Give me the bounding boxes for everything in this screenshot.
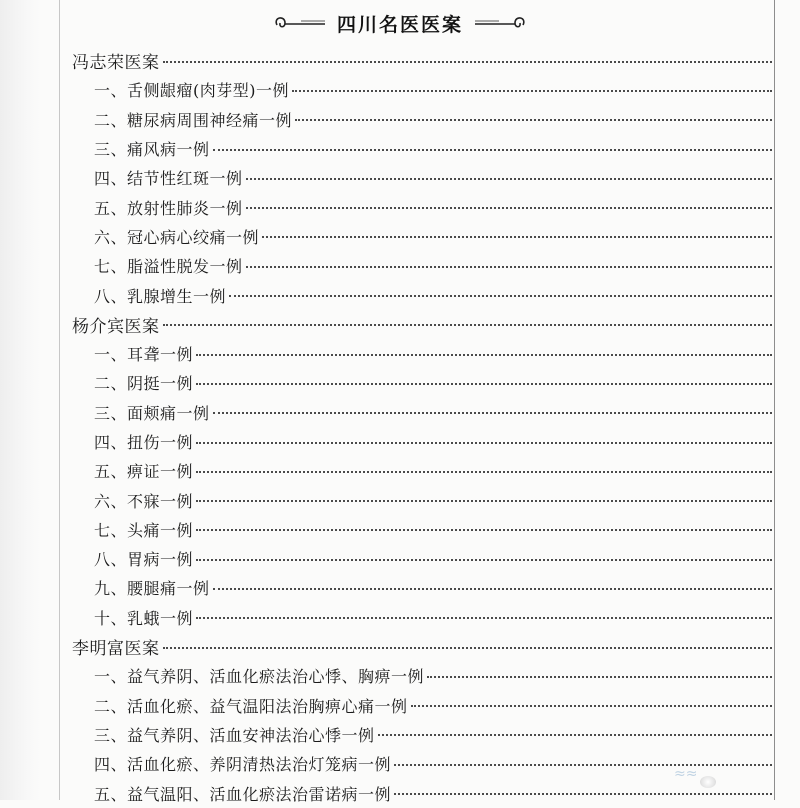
dot-leader — [394, 789, 772, 795]
toc-entry-label: 五、痹证一例 — [94, 462, 194, 482]
dot-leader — [213, 408, 772, 414]
toc-section-heading[interactable] — [72, 46, 772, 75]
toc-section-label: 冯志荣医案 — [72, 53, 160, 74]
toc-entry-label: 七、脂溢性脱发一例 — [94, 257, 243, 277]
toc-entry-label: 五、益气温阳、活血化瘀法治雷诺病一例 — [94, 784, 392, 804]
toc-entry[interactable] — [72, 603, 772, 632]
dot-leader — [163, 57, 773, 63]
toc-entry[interactable] — [72, 134, 772, 163]
toc-entry-label: 二、糖尿病周围神经痛一例 — [94, 110, 293, 130]
dot-leader — [246, 174, 772, 180]
toc-entry-label: 一、耳聋一例 — [94, 345, 194, 365]
dot-leader — [292, 86, 772, 92]
dot-leader — [411, 701, 772, 707]
toc-entry[interactable] — [72, 427, 772, 456]
toc-entry-label: 一、舌侧龈瘤(肉芽型)一例 — [94, 81, 289, 101]
dot-leader — [196, 525, 772, 531]
toc-entry-label: 三、益气养阴、活血安神法治心悸一例 — [94, 725, 375, 745]
toc-entry-label: 九、腰腿痛一例 — [94, 579, 210, 599]
dot-leader — [163, 643, 773, 649]
toc-entry-label: 五、放射性肺炎一例 — [94, 198, 243, 218]
table-of-contents — [72, 46, 772, 808]
toc-section-heading[interactable] — [72, 632, 772, 661]
dot-leader — [229, 291, 772, 297]
dot-leader — [196, 496, 772, 502]
dot-leader — [196, 379, 772, 385]
page-curl-highlight — [700, 776, 716, 788]
toc-entry-label: 四、结节性红斑一例 — [94, 169, 243, 189]
toc-entry[interactable] — [72, 368, 772, 397]
scroll-ornament-left-icon — [271, 13, 327, 33]
dot-leader — [394, 760, 772, 766]
dot-leader — [213, 584, 772, 590]
toc-section-heading[interactable] — [72, 310, 772, 339]
toc-entry-label: 八、乳腺增生一例 — [94, 286, 227, 306]
toc-entry[interactable] — [72, 163, 772, 192]
toc-entry[interactable] — [72, 544, 772, 573]
toc-entry[interactable] — [72, 280, 772, 309]
toc-entry[interactable] — [72, 749, 772, 778]
toc-entry[interactable] — [72, 251, 772, 280]
toc-entry[interactable] — [72, 105, 772, 134]
watermark-mark: ≈≈ — [674, 766, 698, 782]
toc-entry-label: 八、胃病一例 — [94, 550, 194, 570]
toc-entry[interactable] — [72, 573, 772, 602]
toc-entry-label: 六、冠心病心绞痛一例 — [94, 227, 260, 247]
toc-entry-label: 四、扭伤一例 — [94, 433, 194, 452]
toc-entry[interactable] — [72, 222, 772, 251]
toc-entry[interactable] — [72, 485, 772, 514]
toc-entry[interactable] — [72, 515, 772, 544]
toc-section-label: 李明富医案 — [72, 639, 160, 660]
toc-entry[interactable] — [72, 778, 772, 807]
toc-entry-label: 一、益气养阴、活血化瘀法治心悸、胸痹一例 — [94, 667, 425, 687]
dot-leader — [262, 232, 772, 238]
toc-entry[interactable] — [72, 192, 772, 221]
page-right-rule — [774, 0, 775, 800]
scroll-ornament-right-icon — [473, 13, 529, 33]
dot-leader — [246, 203, 772, 209]
toc-entry-label: 七、头痛一例 — [94, 520, 194, 540]
toc-entry[interactable] — [72, 661, 772, 690]
toc-entry[interactable] — [72, 398, 772, 427]
toc-entry-label: 三、痛风病一例 — [94, 140, 210, 160]
dot-leader — [196, 350, 772, 356]
page-left-edge-shadow — [0, 0, 40, 800]
toc-section-label: 杨介宾医案 — [72, 316, 160, 337]
toc-entry-label: 六、不寐一例 — [94, 491, 194, 511]
dot-leader — [196, 613, 772, 619]
dot-leader — [196, 438, 772, 444]
toc-entry-label: 二、阴挺一例 — [94, 374, 194, 394]
toc-entry-label: 十、乳蛾一例 — [94, 608, 194, 628]
page-title: 四川名医医案 — [336, 13, 463, 36]
page-left-rule — [59, 0, 60, 800]
dot-leader — [295, 115, 772, 121]
dot-leader — [196, 555, 772, 561]
dot-leader — [196, 467, 772, 473]
toc-entry-label: 三、面颊痛一例 — [94, 403, 210, 423]
dot-leader — [378, 730, 772, 736]
toc-entry-label: 二、活血化瘀、益气温阳法治胸痹心痛一例 — [94, 696, 408, 716]
dot-leader — [246, 262, 772, 268]
dot-leader — [213, 145, 772, 151]
dot-leader — [427, 672, 772, 678]
toc-entry[interactable] — [72, 456, 772, 485]
toc-entry[interactable] — [72, 339, 772, 368]
toc-entry[interactable] — [72, 75, 772, 104]
toc-entry[interactable] — [72, 720, 772, 749]
toc-entry-label: 四、活血化瘀、养阴清热法治灯笼病一例 — [94, 755, 392, 775]
dot-leader — [163, 320, 773, 326]
page-header — [0, 8, 800, 38]
toc-entry[interactable] — [72, 691, 772, 720]
